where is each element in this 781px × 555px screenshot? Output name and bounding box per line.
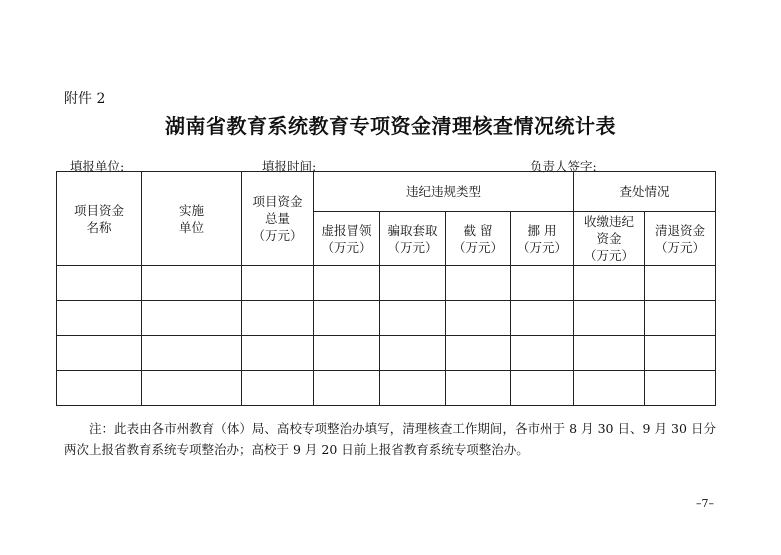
table-cell[interactable]: [446, 266, 511, 301]
table-cell[interactable]: [446, 371, 511, 406]
header-recovered-funds: 收缴违纪 资金 （万元）: [574, 212, 645, 266]
header-handling: 查处情况: [574, 172, 716, 212]
table-cell[interactable]: [242, 336, 314, 371]
table-cell[interactable]: [57, 301, 142, 336]
footnote: 注：此表由各市州教育（体）局、高校专项整治办填写，清理核查工作期间，各市州于 8 月 30 日、9 月 30 日分两次上报省教育系统专项整治办；高校于 9 月 20 日前上报省教育系统专项整治办。: [64, 421, 716, 457]
table-cell[interactable]: [574, 301, 645, 336]
table-cell[interactable]: [574, 336, 645, 371]
table-cell[interactable]: [446, 301, 511, 336]
attachment-label: 附件 2: [64, 91, 106, 107]
table-cell[interactable]: [314, 301, 380, 336]
table-cell[interactable]: [142, 266, 242, 301]
table-cell[interactable]: [511, 336, 574, 371]
responsible-person-label: 负责人签字:: [530, 159, 597, 174]
table-cell[interactable]: [645, 336, 716, 371]
reporting-time-label: 填报时间:: [262, 159, 317, 174]
header-withholding: 截 留 （万元）: [446, 212, 511, 266]
header-fraud: 骗取套取 （万元）: [380, 212, 446, 266]
table-cell[interactable]: [511, 301, 574, 336]
table-cell[interactable]: [314, 266, 380, 301]
table-cell[interactable]: [142, 371, 242, 406]
header-implementing-unit: 实施 单位: [142, 172, 242, 266]
table-row: [57, 371, 716, 406]
table-cell[interactable]: [446, 336, 511, 371]
statistics-table: [56, 171, 716, 406]
table-cell[interactable]: [380, 336, 446, 371]
table-cell[interactable]: [645, 371, 716, 406]
table-cell[interactable]: [57, 266, 142, 301]
table-cell[interactable]: [314, 336, 380, 371]
header-project-name: 项目资金 名称: [57, 172, 142, 266]
table-row: [57, 301, 716, 336]
table-cell[interactable]: [57, 336, 142, 371]
table-cell[interactable]: [380, 266, 446, 301]
table-cell[interactable]: [242, 301, 314, 336]
table-cell[interactable]: [57, 371, 142, 406]
header-total-funds: 项目资金 总量 （万元）: [242, 172, 314, 266]
header-refunded-funds: 清退资金 （万元）: [645, 212, 716, 266]
table-row: [57, 336, 716, 371]
table-cell[interactable]: [574, 371, 645, 406]
header-false-claims: 虚报冒领 （万元）: [314, 212, 380, 266]
table-cell[interactable]: [574, 266, 645, 301]
table-cell[interactable]: [314, 371, 380, 406]
header-misappropriation: 挪 用 （万元）: [511, 212, 574, 266]
table-cell[interactable]: [242, 266, 314, 301]
table-cell[interactable]: [511, 371, 574, 406]
table-cell[interactable]: [380, 301, 446, 336]
table-row: [57, 266, 716, 301]
table-cell[interactable]: [645, 266, 716, 301]
table-cell[interactable]: [142, 336, 242, 371]
document-title: 湖南省教育系统教育专项资金清理核查情况统计表: [165, 114, 616, 138]
table-cell[interactable]: [511, 266, 574, 301]
table-cell[interactable]: [645, 301, 716, 336]
reporting-unit-label: 填报单位:: [70, 159, 125, 174]
page-number: –7–: [696, 497, 714, 510]
header-violation-type: 违纪违规类型: [314, 172, 574, 212]
table-cell[interactable]: [242, 371, 314, 406]
table-cell[interactable]: [142, 301, 242, 336]
table-cell[interactable]: [380, 371, 446, 406]
